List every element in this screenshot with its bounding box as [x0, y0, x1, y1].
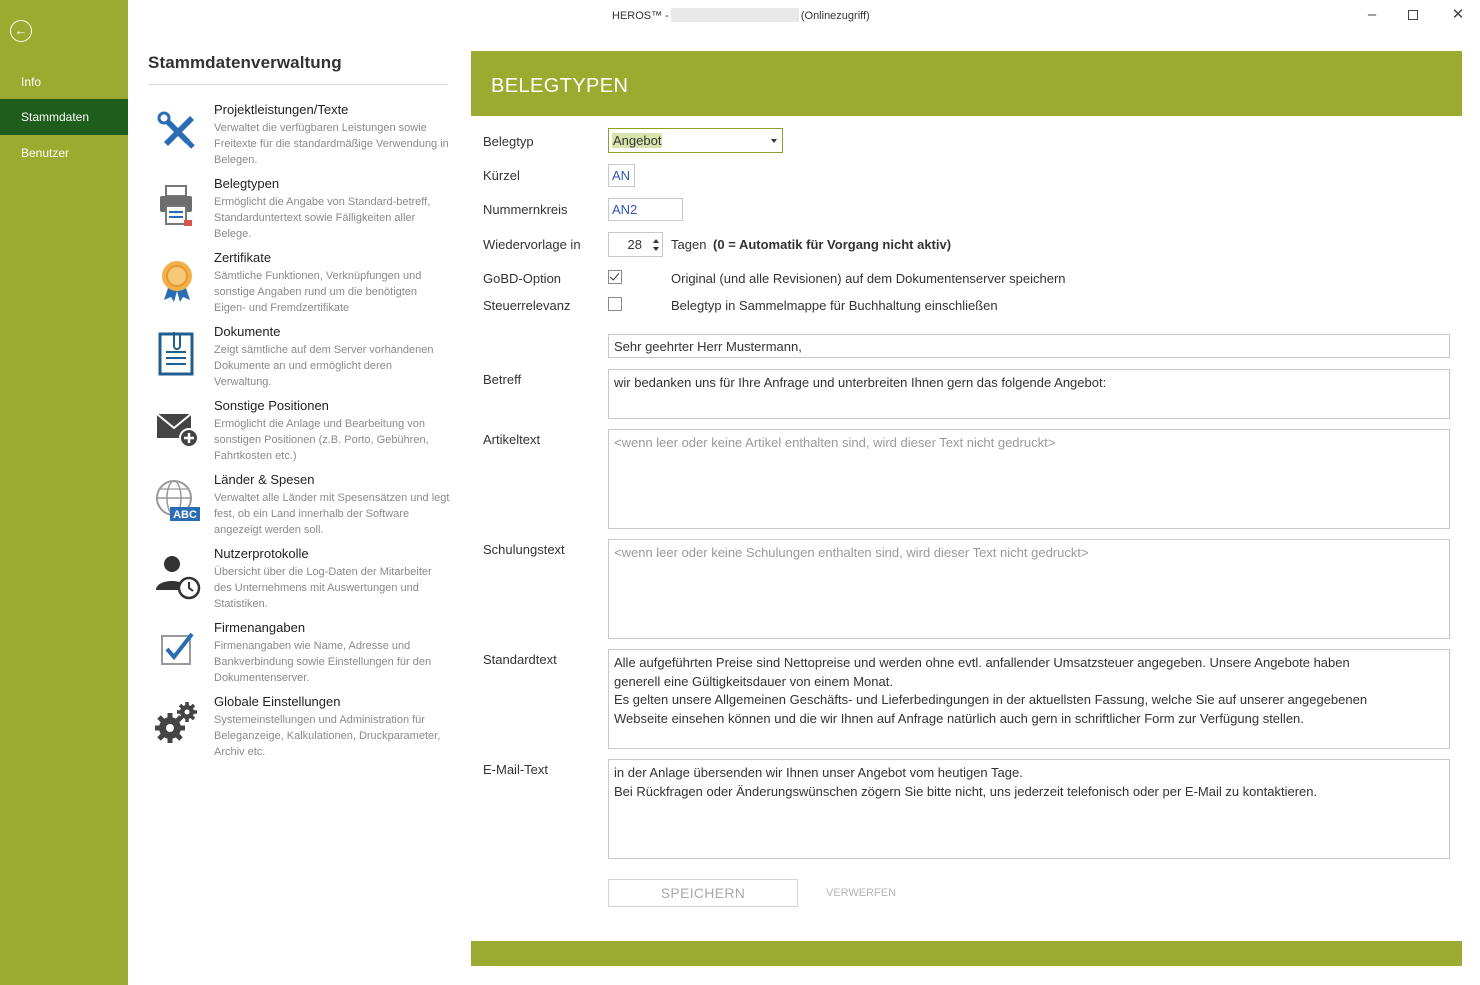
window-title-prefix: HEROS™ - — [612, 10, 669, 22]
masterdata-item-zertifikate[interactable] — [148, 250, 448, 324]
item-description: Übersicht über die Log-Daten der Mitarbeiter des Unternehmens mit Auswertungen und Statistiken. — [214, 566, 432, 610]
standardtext-line: generell eine Gültigkeitsdauer von einem Monat. — [614, 673, 893, 689]
wiedervorlage-value: 28 — [627, 237, 642, 252]
masterdata-item-belegtypen[interactable] — [148, 176, 448, 250]
standardtext-label: Standardtext — [483, 652, 557, 667]
window-title-suffix: (Onlinezugriff) — [800, 10, 870, 22]
item-description: Zeigt sämtliche auf dem Server vorhandenen Dokumente an und ermöglicht deren Verwaltung. — [214, 344, 434, 388]
schulungstext-placeholder: <wenn leer oder keine Schulungen enthalten sind, wird dieser Text nicht gedruckt> — [614, 545, 1089, 560]
item-title: Dokumente — [214, 324, 281, 339]
masterdata-item-sonstige-positionen[interactable] — [148, 398, 448, 472]
email-label: E-Mail-Text — [483, 762, 549, 777]
item-title: Projektleistungen/Texte — [214, 102, 349, 117]
wiedervorlage-stepper[interactable] — [608, 232, 663, 257]
masterdata-item-firmenangaben[interactable] — [148, 620, 448, 694]
user-clock-icon — [152, 550, 202, 600]
standardtext-line: Alle aufgeführten Preise sind Nettopreise und werden ohne evtl. anfallender Umsatzsteuer angegeben. Unsere Angebote haben — [614, 655, 1350, 670]
tagen-text — [671, 237, 951, 252]
panel-header — [471, 51, 1462, 116]
checkbox-icon — [152, 624, 202, 674]
back-arrow-circle-icon[interactable]: ← — [10, 20, 32, 42]
masterdata-item-dokumente[interactable] — [148, 324, 448, 398]
salutation-value: Sehr geehrter Herr Mustermann, — [614, 339, 802, 354]
item-description: Ermöglicht die Angabe von Standard-betreff, Standarduntertext sowie Fälligkeiten aller Belege. — [214, 196, 431, 240]
window-title — [612, 8, 870, 22]
maximize-icon[interactable] — [1401, 4, 1425, 26]
artikeltext-field[interactable] — [608, 429, 1450, 529]
printer-icon — [152, 180, 202, 230]
tools-icon — [152, 106, 202, 156]
item-description: Firmenangaben wie Name, Adresse und Bankverbindung sowie Einstellungen für den Dokumentenserver. — [214, 640, 432, 684]
globe-abc-icon — [152, 476, 202, 526]
item-description: Sämtliche Funktionen, Verknüpfungen und sonstige Angaben rund um die benötigten Eigen- und Fremdzertifikate — [214, 270, 422, 314]
rail-item-label: Benutzer — [21, 146, 70, 160]
gobd-text: Original (und alle Revisionen) auf dem Dokumentenserver speichern — [671, 271, 1066, 286]
item-description: Verwaltet alle Länder mit Spesensätzen und legt fest, ob ein Land innerhalb der Software angezeigt werden soll. — [214, 492, 450, 536]
redacted-name — [671, 8, 799, 22]
wiedervorlage-label: Wiedervorlage in — [483, 237, 581, 252]
navigation-rail — [0, 0, 128, 985]
standardtext-field[interactable] — [608, 649, 1450, 749]
email-line: Bei Rückfragen oder Änderungswünschen zögern Sie bitte nicht, uns jederzeit telefonisch oder per E-Mail zu kontaktieren. — [614, 783, 1318, 799]
masterdata-title: Stammdatenverwaltung — [148, 53, 342, 72]
schulungstext-label: Schulungstext — [483, 542, 565, 557]
rail-item-info[interactable] — [0, 64, 128, 100]
artikeltext-label: Artikeltext — [483, 432, 541, 447]
rail-item-label: Stammdaten — [21, 110, 90, 124]
item-title: Belegtypen — [214, 176, 280, 191]
steuer-checkbox[interactable] — [608, 297, 622, 311]
close-icon[interactable]: ✕ — [1451, 6, 1465, 23]
kuerzel-label: Kürzel — [483, 168, 520, 183]
item-title: Sonstige Positionen — [214, 398, 329, 413]
minimize-icon[interactable]: – — [1367, 6, 1377, 23]
nummernkreis-label: Nummernkreis — [483, 202, 568, 217]
item-title: Firmenangaben — [214, 620, 306, 635]
standardtext-line: Webseite einsehen können und die wir Ihnen auf Anfrage natürlich auch gern in schriftlicher Form zur Verfügung stellen. — [614, 710, 1304, 726]
envelope-add-icon — [152, 402, 202, 452]
kuerzel-field[interactable]: AN — [608, 164, 635, 187]
item-title: Zertifikate — [214, 250, 272, 265]
betreff-label: Betreff — [483, 372, 522, 387]
chevron-down-icon — [771, 139, 777, 143]
title-bar — [128, 0, 1480, 30]
steuer-text: Belegtyp in Sammelmappe für Buchhaltung einschließen — [671, 298, 998, 313]
gobd-checkbox[interactable] — [608, 270, 622, 284]
tagen-label: Tagen — [671, 237, 707, 252]
schulungstext-field[interactable] — [608, 539, 1450, 639]
rail-item-stammdaten[interactable] — [0, 99, 128, 135]
document-clip-icon — [152, 328, 202, 378]
item-description: Systemeinstellungen und Administration für Beleganzeige, Kalkulationen, Druckparameter, Archiv etc. — [214, 714, 441, 758]
masterdata-item-globale-einstellungen[interactable] — [148, 694, 448, 768]
masterdata-item-nutzerprotokolle[interactable] — [148, 546, 448, 620]
standardtext-line: Es gelten unsere Allgemeinen Geschäfts- und Lieferbedingungen in der aktuellsten Fassung, welche Sie auf unserer angegebenen — [614, 692, 1368, 707]
steuer-label: Steuerrelevanz — [483, 298, 571, 313]
rail-item-label: Info — [21, 75, 42, 89]
checkmark-icon — [610, 270, 620, 280]
panel-footer — [471, 941, 1462, 966]
panel-title: BELEGTYPEN — [491, 75, 629, 97]
save-button[interactable]: SPEICHERN — [608, 879, 798, 907]
item-title: Nutzerprotokolle — [214, 546, 309, 561]
gobd-label: GoBD-Option — [483, 271, 562, 286]
belegtyp-select[interactable] — [608, 128, 783, 153]
item-title: Länder & Spesen — [214, 472, 315, 487]
email-line: in der Anlage übersenden wir Ihnen unser Angebot vom heutigen Tage. — [614, 765, 1023, 780]
item-description: Verwaltet die verfügbaren Leistungen sowie Freitexte für die standardmäßige Verwendung in Belegen. — [214, 122, 449, 166]
certificate-medal-icon — [152, 254, 202, 304]
divider — [148, 84, 448, 85]
artikeltext-placeholder: <wenn leer oder keine Artikel enthalten sind, wird dieser Text nicht gedruckt> — [614, 435, 1056, 450]
nummernkreis-field[interactable]: AN2 — [608, 198, 683, 221]
masterdata-item-projektleistungen[interactable] — [148, 102, 448, 176]
belegtyp-value: Angebot — [613, 133, 662, 148]
tagen-hint: (0 = Automatik für Vorgang nicht aktiv) — [713, 237, 952, 252]
spin-down-icon[interactable] — [653, 247, 659, 251]
betreff-value: wir bedanken uns für Ihre Anfrage und unterbreiten Ihnen gern das folgende Angebot: — [614, 375, 1107, 390]
item-description: Ermöglicht die Anlage und Bearbeitung von sonstigen Positionen (z.B. Porto, Gebühren, Fahrtkosten etc.) — [214, 418, 429, 462]
salutation-field[interactable] — [608, 334, 1450, 358]
masterdata-item-laender-spesen[interactable] — [148, 472, 448, 546]
gears-icon — [152, 698, 202, 748]
discard-button[interactable]: VERWERFEN — [815, 879, 907, 907]
spin-up-icon[interactable] — [653, 239, 659, 243]
rail-item-benutzer[interactable] — [0, 135, 128, 171]
betreff-field[interactable] — [608, 369, 1450, 419]
email-text-field[interactable] — [608, 759, 1450, 859]
item-title: Globale Einstellungen — [214, 694, 341, 709]
belegtyp-label: Belegtyp — [483, 134, 534, 149]
svg-text:ABC: ABC — [173, 509, 197, 521]
